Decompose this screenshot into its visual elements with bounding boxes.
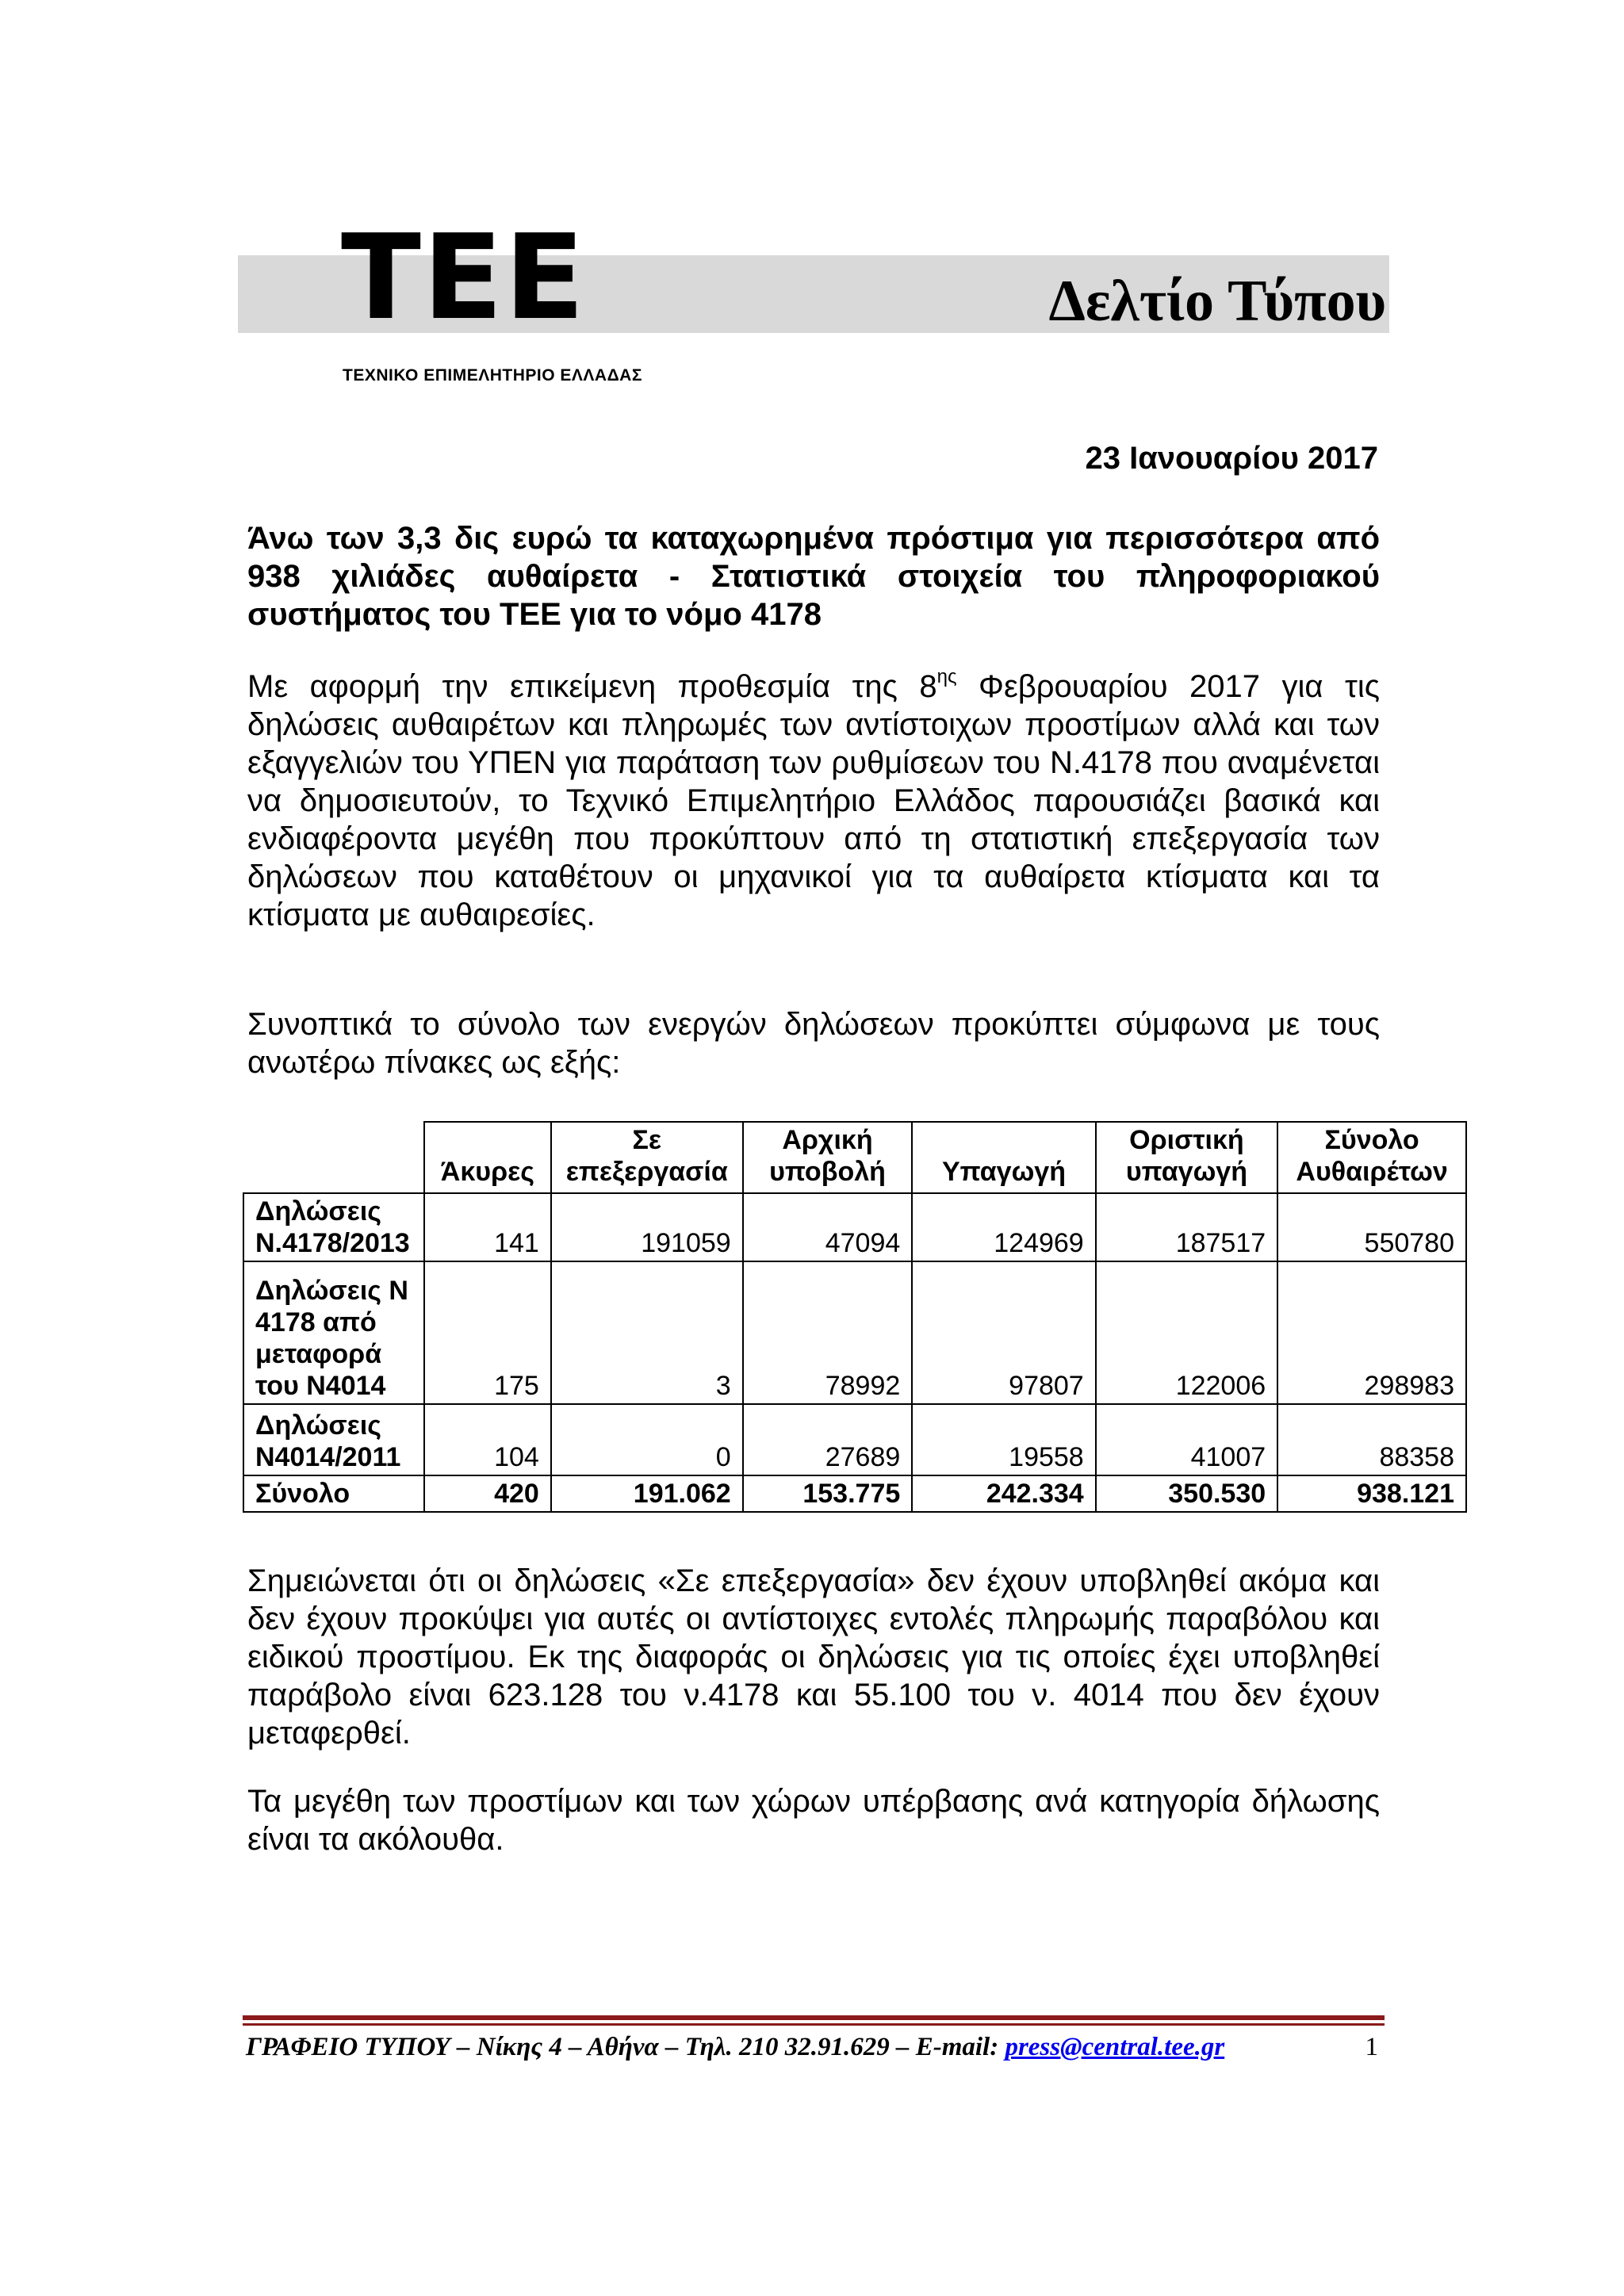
table-cell: 19558 <box>912 1404 1095 1475</box>
paragraph-note: Σημειώνεται ότι οι δηλώσεις «Σε επεξεργασία» δεν έχουν υποβληθεί ακόμα και δεν έχουν προκύψει για αυτές οι αντίστοιχες εντολές πληρωμής παραβόλου και ειδικού προστίμου. Εκ της διαφοράς οι δηλώσεις για τις οποίες έχει υποβληθεί παράβολο είναι 623.128 του ν.4178 και 55.100 του ν. 4014 που δεν έχουν μεταφερθεί. <box>247 1563 1380 1751</box>
row-label: Δηλώσεις Ν.4178/2013 <box>243 1193 424 1261</box>
table-cell: 938.121 <box>1277 1475 1466 1512</box>
paragraph-closing: Τα μεγέθη των προστίμων και των χώρων υπέρβασης ανά κατηγορία δήλωσης είναι τα ακόλουθα. <box>247 1784 1380 1857</box>
table-header-row <box>243 1122 1466 1193</box>
table-cell: 175 <box>424 1261 551 1404</box>
footer-rule-thin <box>243 2023 1385 2026</box>
column-header: Υπαγωγή <box>912 1122 1095 1193</box>
table-corner-cell <box>243 1122 424 1193</box>
table-cell: 187517 <box>1096 1193 1277 1261</box>
row-label: Σύνολο <box>243 1475 424 1512</box>
table-cell: 550780 <box>1277 1193 1466 1261</box>
table-cell: 122006 <box>1096 1261 1277 1404</box>
ordinal-suffix: ης <box>936 666 957 687</box>
column-header: Άκυρες <box>424 1122 551 1193</box>
organization-name: ΤΕΧΝΙΚΟ ΕΠΙΜΕΛΗΤΗΡΙΟ ΕΛΛΑΔΑΣ <box>343 366 642 385</box>
headline: Άνω των 3,3 δις ευρώ τα καταχωρημένα πρόστιμα για περισσότερα από 938 χιλιάδες αυθαίρετα - Στατιστικά στοιχεία του πληροφοριακού συστήματος του ΤΕΕ για το νόμο 4178 <box>247 521 1380 632</box>
declarations-table <box>243 1121 1467 1513</box>
footer-contact <box>246 2033 1224 2062</box>
table-cell: 0 <box>551 1404 743 1475</box>
paragraph-summary: Συνοπτικά το σύνολο των ενεργών δηλώσεων προκύπτει σύμφωνα με τους ανωτέρω πίνακες ως εξής: <box>247 1007 1380 1080</box>
column-header: Οριστική υπαγωγή <box>1096 1122 1277 1193</box>
tee-logo: TEE <box>341 209 587 346</box>
table-cell: 420 <box>424 1475 551 1512</box>
table-cell: 27689 <box>743 1404 913 1475</box>
table-row <box>243 1261 1466 1404</box>
table-row <box>243 1404 1466 1475</box>
table-cell: 47094 <box>743 1193 913 1261</box>
paragraph-intro-text-1: Με αφορμή την επικείμενη προθεσμία της 8 <box>247 669 937 704</box>
table-cell: 191059 <box>551 1193 743 1261</box>
table-cell: 298983 <box>1277 1261 1466 1404</box>
table-cell: 88358 <box>1277 1404 1466 1475</box>
column-header: Σε επεξεργασία <box>551 1122 743 1193</box>
column-header: Αρχική υποβολή <box>743 1122 913 1193</box>
table-cell: 191.062 <box>551 1475 743 1512</box>
paragraph-intro <box>247 668 1380 934</box>
footer-rule <box>243 2015 1385 2020</box>
row-label: Δηλώσεις Ν4014/2011 <box>243 1404 424 1475</box>
table-cell: 3 <box>551 1261 743 1404</box>
press-release-title: Δελτίο Τύπου <box>1048 269 1386 334</box>
paragraph-intro-text-2: Φεβρουαρίου 2017 για τις δηλώσεις αυθαιρέτων και πληρωμές των αντίστοιχων προστίμων αλλά και των εξαγγελιών του ΥΠΕΝ για παράταση των ρυθμίσεων του Ν.4178 που αναμένεται να δημοσιευτούν, το Τεχνικό Επιμελητήριο Ελλάδος παρουσιάζει βασικά και ενδιαφέροντα μεγέθη που προκύπτουν από τη στατιστική επεξεργασία των δηλώσεων που καταθέτουν οι μηχανικοί για τα αυθαίρετα κτίσματα και τα κτίσματα με αυθαιρεσίες. <box>247 669 1380 932</box>
table-cell: 104 <box>424 1404 551 1475</box>
table-cell: 153.775 <box>743 1475 913 1512</box>
table-total-row <box>243 1475 1466 1512</box>
table-cell: 124969 <box>912 1193 1095 1261</box>
column-header: Σύνολο Αυθαιρέτων <box>1277 1122 1466 1193</box>
table-cell: 97807 <box>912 1261 1095 1404</box>
table-cell: 242.334 <box>912 1475 1095 1512</box>
email-link[interactable]: press@central.tee.gr <box>1005 2033 1225 2061</box>
page-number: 1 <box>1365 2033 1378 2061</box>
table-cell: 350.530 <box>1096 1475 1277 1512</box>
footer-text: ΓΡΑΦΕΙΟ ΤΥΠΟΥ – Νίκης 4 – Αθήνα – Τηλ. 210 32.91.629 – E-mail: <box>246 2033 1005 2061</box>
table-cell: 78992 <box>743 1261 913 1404</box>
row-label: Δηλώσεις Ν 4178 από μεταφορά του Ν4014 <box>243 1261 424 1404</box>
table-row <box>243 1193 1466 1261</box>
table-cell: 141 <box>424 1193 551 1261</box>
table-cell: 41007 <box>1096 1404 1277 1475</box>
release-date: 23 Ιανουαρίου 2017 <box>1085 441 1378 476</box>
